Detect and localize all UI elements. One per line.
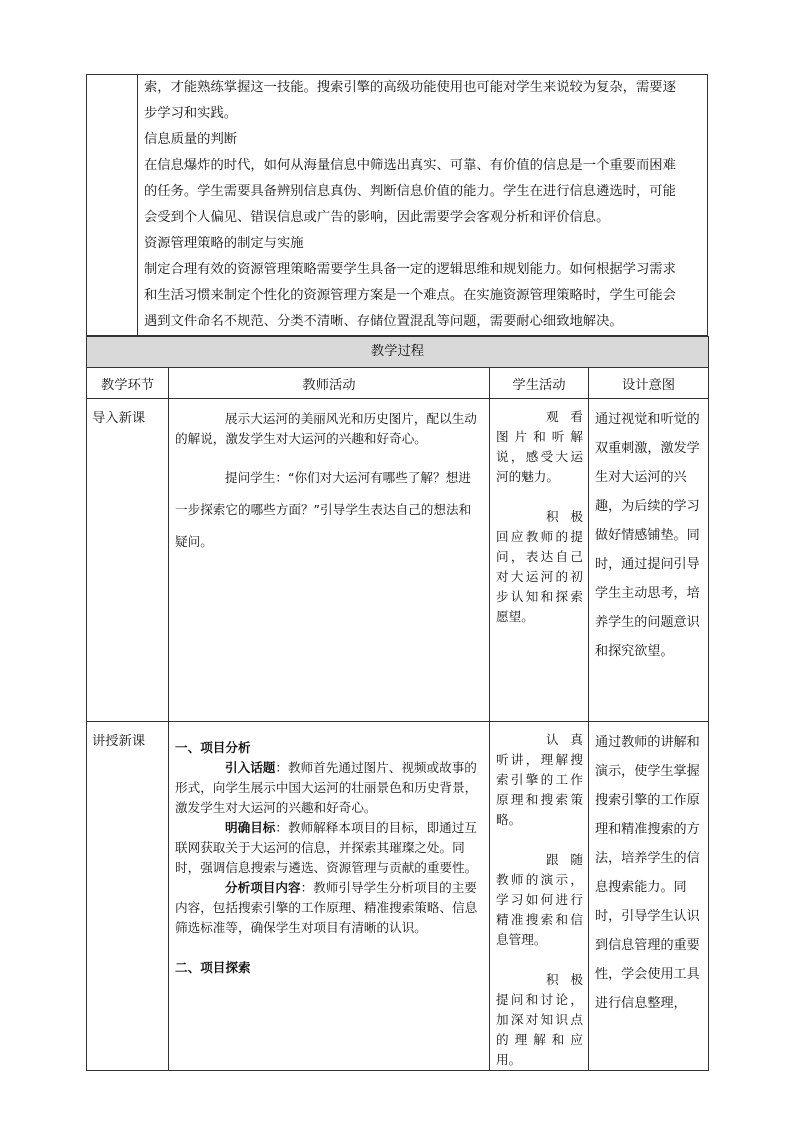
difficulty-line: 会受到个人偏见、错误信息或广告的影响，因此需要学会客观分析和评价信息。 xyxy=(144,210,610,225)
difficulty-line: 制定合理有效的资源管理策略需要学生具备一定的逻辑思维和规划能力。如何根据学习需求 xyxy=(144,262,676,277)
header-row xyxy=(87,368,709,399)
student-paragraph: 观看图片和听解说，感受大运河的魅力。 xyxy=(496,409,583,484)
stage-cell: 导入新课 xyxy=(87,399,169,722)
design-intent-cell xyxy=(589,722,709,1071)
teacher-paragraph: 引入话题：教师首先通过图片、视频或故事的形式，向学生展示中国大运河的壮丽景色和历史背景，激发学生对大运河的兴趣和好奇心。 xyxy=(175,760,478,815)
intro-topic-label: 引入话题 xyxy=(225,760,276,775)
section-title: 教学过程 xyxy=(87,337,709,368)
difficulty-content-cell xyxy=(138,75,708,336)
difficulty-line: 和生活习惯来制定个性化的资源管理方案是一个难点。在实施资源管理策略时，学生可能会 xyxy=(144,288,676,303)
difficulty-line: 的任务。学生需要具备辨别信息真伪、判断信息价值的能力。学生在进行信息遴选时，可能 xyxy=(144,184,676,199)
teacher-paragraph: 提问学生：“你们对大运河有哪些了解？想进一步探索它的哪些方面？”引导学生表达自己的想法和疑问。 xyxy=(175,470,472,549)
difficulty-label-cell xyxy=(87,75,138,336)
design-intent-cell xyxy=(589,399,709,722)
header-stage: 教学环节 xyxy=(87,368,169,399)
difficulty-heading: 信息质量的判断 xyxy=(144,132,238,147)
objective-label: 明确目标 xyxy=(225,820,276,835)
header-student: 学生活动 xyxy=(490,368,589,399)
header-intent: 设计意图 xyxy=(589,368,709,399)
student-paragraph: 积极提问和讨论，加深对知识点的理解和应用。 xyxy=(496,972,583,1067)
table-row xyxy=(87,722,709,1071)
teacher-heading: 二、项目探索 xyxy=(175,960,251,975)
teacher-paragraph: 展示大运河的美丽风光和历史图片，配以生动的解说，激发学生对大运河的兴趣和好奇心。 xyxy=(175,411,477,446)
teacher-paragraph: 分析项目内容：教师引导学生分析项目的主要内容，包括搜索引擎的工作原理、精准搜索策略、信息筛选标准等，确保学生对项目有清晰的认识。 xyxy=(175,880,478,935)
difficulty-table xyxy=(86,74,708,336)
difficulty-line: 步学习和实践。 xyxy=(144,106,238,121)
teacher-heading: 一、项目分析 xyxy=(175,740,251,755)
difficulty-line: 索，才能熟练掌握这一技能。搜索引擎的高级功能使用也可能对学生来说较为复杂，需要逐 xyxy=(144,80,676,95)
teacher-paragraph: 明确目标：教师解释本项目的目标，即通过互联网获取关于大运河的信息，并探索其璀璨之处。同时，强调信息搜索与遴选、资源管理与贡献的重要性。 xyxy=(175,820,478,875)
difficulty-heading: 资源管理策略的制定与实施 xyxy=(144,236,304,251)
student-paragraph: 积极回应教师的提问，表达自己对大运河的初步认知和探索愿望。 xyxy=(496,509,583,624)
teacher-activity-cell xyxy=(169,722,490,1071)
intent-paragraph: 通过教师的讲解和演示，使学生掌握搜索引擎的工作原理和精准搜索的方法，培养学生的信息搜索能力。同时，引导学生认识到信息管理的重要性，学会使用工具进行信息整理， xyxy=(595,735,700,1011)
teacher-activity-cell xyxy=(169,399,490,722)
difficulty-line: 遇到文件命名不规范、分类不清晰、存储位置混乱等问题，需要耐心细致地解决。 xyxy=(144,314,623,329)
difficulty-line: 在信息爆炸的时代，如何从海量信息中筛选出真实、可靠、有价值的信息是一个重要而困难 xyxy=(144,158,676,173)
table-row xyxy=(87,399,709,722)
student-activity-cell xyxy=(490,399,589,722)
process-table xyxy=(86,336,709,1071)
intent-paragraph: 通过视觉和听觉的双重刺激，激发学生对大运河的兴趣，为后续的学习做好情感铺垫。同时，通过提问引导学生主动思考，培养学生的问题意识和探究欲望。 xyxy=(595,412,700,659)
student-paragraph: 跟随教师的演示，学习如何进行精准搜索和信息管理。 xyxy=(496,852,583,947)
lesson-plan-document xyxy=(86,74,708,1071)
content-analysis-label: 分析项目内容 xyxy=(225,880,301,895)
student-paragraph: 认真听讲，理解搜索引擎的工作原理和搜索策略。 xyxy=(496,732,583,827)
stage-cell: 讲授新课 xyxy=(87,722,169,1071)
header-teacher: 教师活动 xyxy=(169,368,490,399)
student-activity-cell xyxy=(490,722,589,1071)
